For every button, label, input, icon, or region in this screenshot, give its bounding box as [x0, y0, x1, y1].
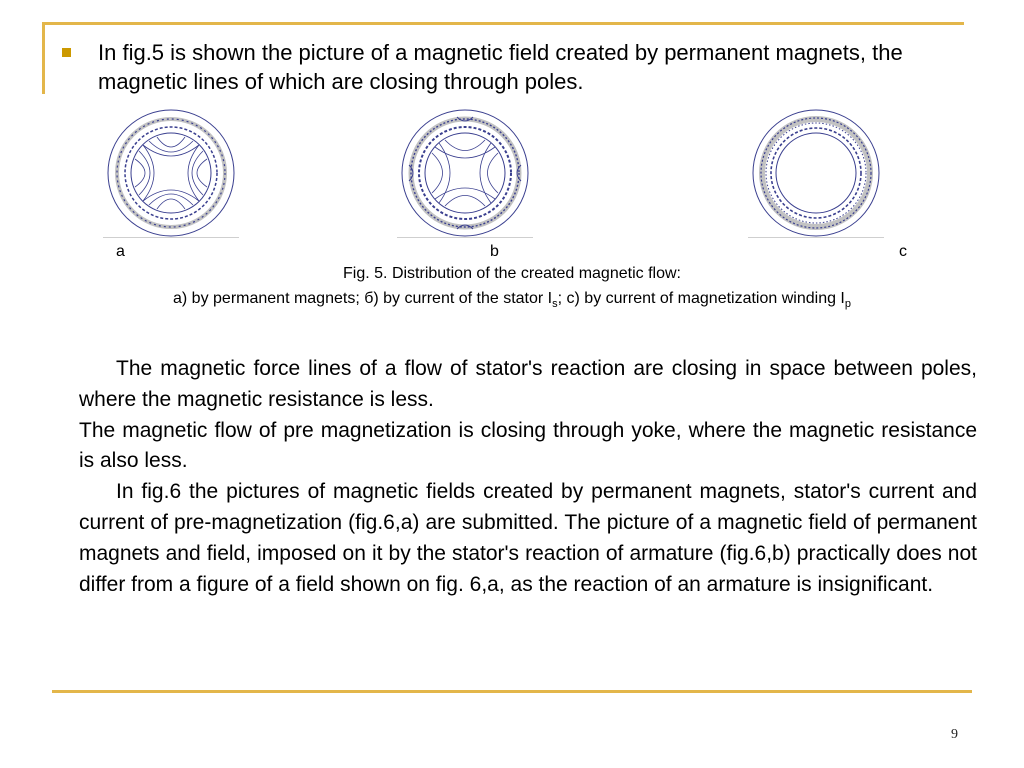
- page-number: 9: [951, 727, 958, 742]
- caption-part-1: a) by permanent magnets; б) by current of the stator I: [173, 290, 553, 307]
- figure-b: [397, 108, 533, 238]
- figure-caption-title: Fig. 5. Distribution of the created magnetic flow:: [343, 265, 681, 282]
- caption-subscript-p: p: [844, 298, 851, 310]
- paragraph: The magnetic force lines of a flow of stator's reaction are closing in space between poles, where the magnetic resistance is less.: [79, 357, 977, 411]
- magnetic-field-c-image: [748, 108, 884, 238]
- caption-part-2: ; c) by current of magnetization winding I: [557, 290, 845, 307]
- square-bullet-icon: [62, 48, 71, 57]
- figure-c-baseline: [748, 237, 884, 238]
- figure-a-baseline: [103, 237, 239, 238]
- figure-label-a: a: [116, 243, 125, 260]
- figure-label-b: b: [490, 243, 499, 260]
- figure-c: [748, 108, 884, 238]
- magnetic-field-b-image: [397, 108, 533, 238]
- paragraph: In fig.6 the pictures of magnetic fields created by permanent magnets, stator's current and current of pre-magnetization (fig.6,a) are submitted. The picture of a magnetic field of permanent magnets and field, imposed on it by the stator's reaction of armature (fig.6,b) practically does not differ from a figure of a field shown on fig. 6,a, as the reaction of an armature is insignificant.: [79, 480, 977, 596]
- figure-b-baseline: [397, 237, 533, 238]
- figure-a: [103, 108, 239, 238]
- caption-subscript-s: s: [552, 298, 558, 310]
- top-rule: [42, 22, 964, 25]
- bullet-text: In fig.5 is shown the picture of a magnetic field created by permanent magnets, the magnetic lines of which are closing through poles.: [98, 40, 903, 94]
- figure-caption-legend: [0, 290, 1024, 308]
- magnetic-field-a-image: [103, 108, 239, 238]
- body-text: [79, 354, 977, 600]
- bullet-item: [62, 38, 942, 96]
- bottom-rule: [52, 690, 972, 693]
- figure-label-c: c: [899, 243, 907, 260]
- left-rule: [42, 22, 45, 94]
- paragraph: The magnetic flow of pre magnetization is closing through yoke, where the magnetic resistance is also less.: [79, 418, 977, 473]
